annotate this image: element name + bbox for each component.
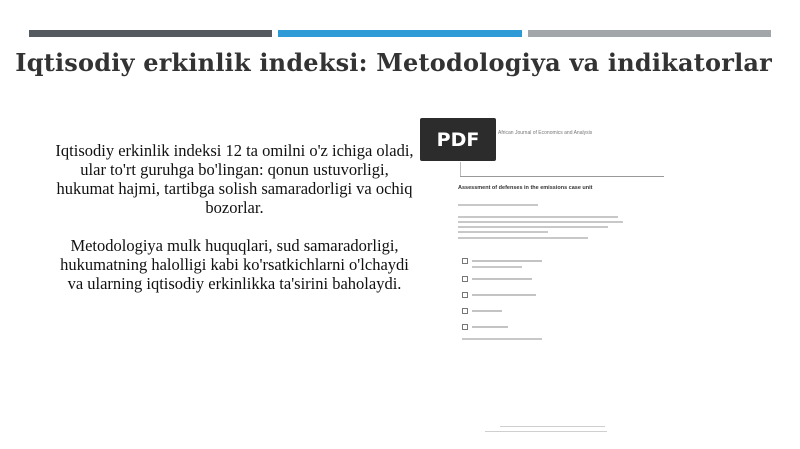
text-line bbox=[472, 294, 536, 296]
list-item bbox=[462, 276, 532, 282]
text-line bbox=[472, 278, 532, 280]
paragraph-2: Metodologiya mulk huquqlari, sud samaradorligi, hukumatning halolligi kabi ko'rsatkichlarni o'lchaydi va ularning iqtisodiy erkinlikka ta'sirini baholaydi. bbox=[60, 236, 409, 293]
divider bbox=[460, 176, 664, 177]
footer-line bbox=[500, 426, 605, 427]
text-line bbox=[472, 310, 502, 312]
list-item bbox=[462, 324, 508, 330]
text-line bbox=[472, 260, 542, 262]
slide-title: Iqtisodiy erkinlik indeksi: Metodologiya va indikatorlar bbox=[15, 48, 772, 77]
text-line bbox=[472, 266, 522, 268]
tag-icon bbox=[462, 308, 468, 314]
article-title: Assessment of defenses in the emissions case unit bbox=[458, 185, 593, 191]
text-line bbox=[472, 326, 508, 328]
list-item bbox=[462, 308, 502, 314]
divider bbox=[460, 162, 461, 176]
journal-name: African Journal of Economics and Analysis bbox=[498, 130, 593, 136]
text-line bbox=[458, 221, 623, 223]
text-line bbox=[458, 216, 618, 218]
chart-icon bbox=[462, 324, 468, 330]
link-icon bbox=[462, 292, 468, 298]
decor-bar-dark bbox=[29, 30, 272, 37]
text-line bbox=[462, 338, 542, 340]
list-item bbox=[462, 258, 542, 264]
text-line bbox=[458, 237, 588, 239]
calendar-icon bbox=[462, 276, 468, 282]
footer-line bbox=[485, 431, 607, 432]
paragraph-1: Iqtisodiy erkinlik indeksi 12 ta omilni o'z ichiga oladi, ular to'rt guruhga bo'lingan: qonun ustuvorligi, hukumat hajmi, tartibga solish samaradorligi va ochiq bozorlar. bbox=[55, 141, 414, 217]
document-icon bbox=[462, 258, 468, 264]
slide-body bbox=[52, 141, 417, 293]
pdf-icon: PDF bbox=[420, 118, 496, 161]
text-line bbox=[458, 204, 538, 206]
pdf-document-preview[interactable] bbox=[420, 118, 680, 448]
text-line bbox=[458, 226, 608, 228]
decor-bar-gray bbox=[528, 30, 771, 37]
text-line bbox=[458, 231, 548, 233]
decor-bar-blue bbox=[278, 30, 522, 37]
list-item bbox=[462, 292, 536, 298]
